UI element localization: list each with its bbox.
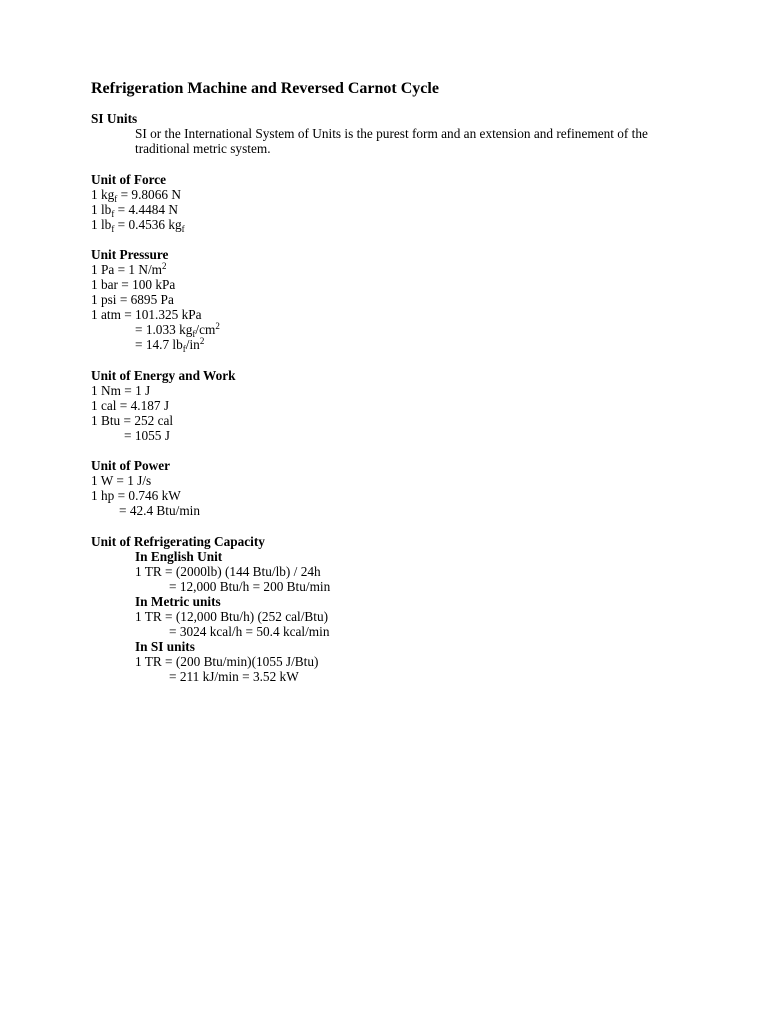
pressure-line-4: 1 atm = 101.325 kPa	[91, 307, 202, 322]
force-line-2: 1 $lb_f = 4.4484$ N	[91, 202, 178, 219]
si-units-description: SI or the International System of Units is the purest form and an extension and refinement of the traditional metric system.	[135, 126, 648, 156]
power-heading: Unit of Power	[91, 458, 171, 473]
power-line-3: = 42.4 Btu/min	[119, 503, 201, 518]
power-section	[91, 458, 731, 518]
pressure-line-3: 1 psi = 6895 Pa	[91, 292, 174, 307]
pressure-heading: Unit Pressure	[91, 247, 169, 262]
pressure-line-6: = 14.7 $lb_f/in^2$	[135, 336, 205, 354]
energy-section	[91, 368, 731, 443]
energy-line-4: = 1055 J	[124, 428, 170, 443]
si-units-heading: SI Units	[91, 111, 138, 126]
power-line-2: 1 hp = 0.746 kW	[91, 488, 181, 503]
pressure-section	[91, 247, 731, 352]
energy-line-1: 1 Nm = 1 J	[91, 383, 151, 398]
force-line-1: 1 $kg_f = 9.8066$ N	[91, 187, 181, 204]
capacity-section	[91, 534, 731, 684]
si-units-capacity-line-1: 1 TR = (200 Btu/min)(1055 J/Btu)	[135, 654, 319, 669]
english-unit-line-2: = 12,000 Btu/h = 200 Btu/min	[169, 579, 331, 594]
page-title: Refrigeration Machine and Reversed Carnot Cycle	[91, 80, 439, 97]
si-units-section	[91, 111, 731, 156]
si-units-capacity-line-2: = 211 kJ/min = 3.52 kW	[169, 669, 299, 684]
english-unit-line-1: 1 TR = (2000lb) (144 Btu/lb) / 24h	[135, 564, 321, 579]
force-section	[91, 172, 731, 232]
energy-line-2: 1 cal = 4.187 J	[91, 398, 170, 413]
si-units-capacity-heading: In SI units	[135, 639, 195, 654]
force-heading: Unit of Force	[91, 172, 167, 187]
english-unit-heading: In English Unit	[135, 549, 223, 564]
metric-units-heading: In Metric units	[135, 594, 221, 609]
pressure-line-5: = 1.033 $kg_f/cm^2$	[135, 321, 220, 339]
energy-heading: Unit of Energy and Work	[91, 368, 236, 383]
capacity-heading: Unit of Refrigerating Capacity	[91, 534, 265, 549]
metric-units-line-2: = 3024 kcal/h = 50.4 kcal/min	[169, 624, 330, 639]
metric-units-line-1: 1 TR = (12,000 Btu/h) (252 cal/Btu)	[135, 609, 329, 624]
force-line-3: 1 $lb_f = 0.4536$ $kg_f$	[91, 217, 185, 234]
pressure-line-2: 1 bar = 100 kPa	[91, 277, 176, 292]
power-line-1: 1 W = 1 J/s	[91, 473, 152, 488]
energy-line-3: 1 Btu = 252 cal	[91, 413, 174, 428]
pressure-line-1: 1 Pa = 1 $N/m^2$	[91, 261, 167, 277]
